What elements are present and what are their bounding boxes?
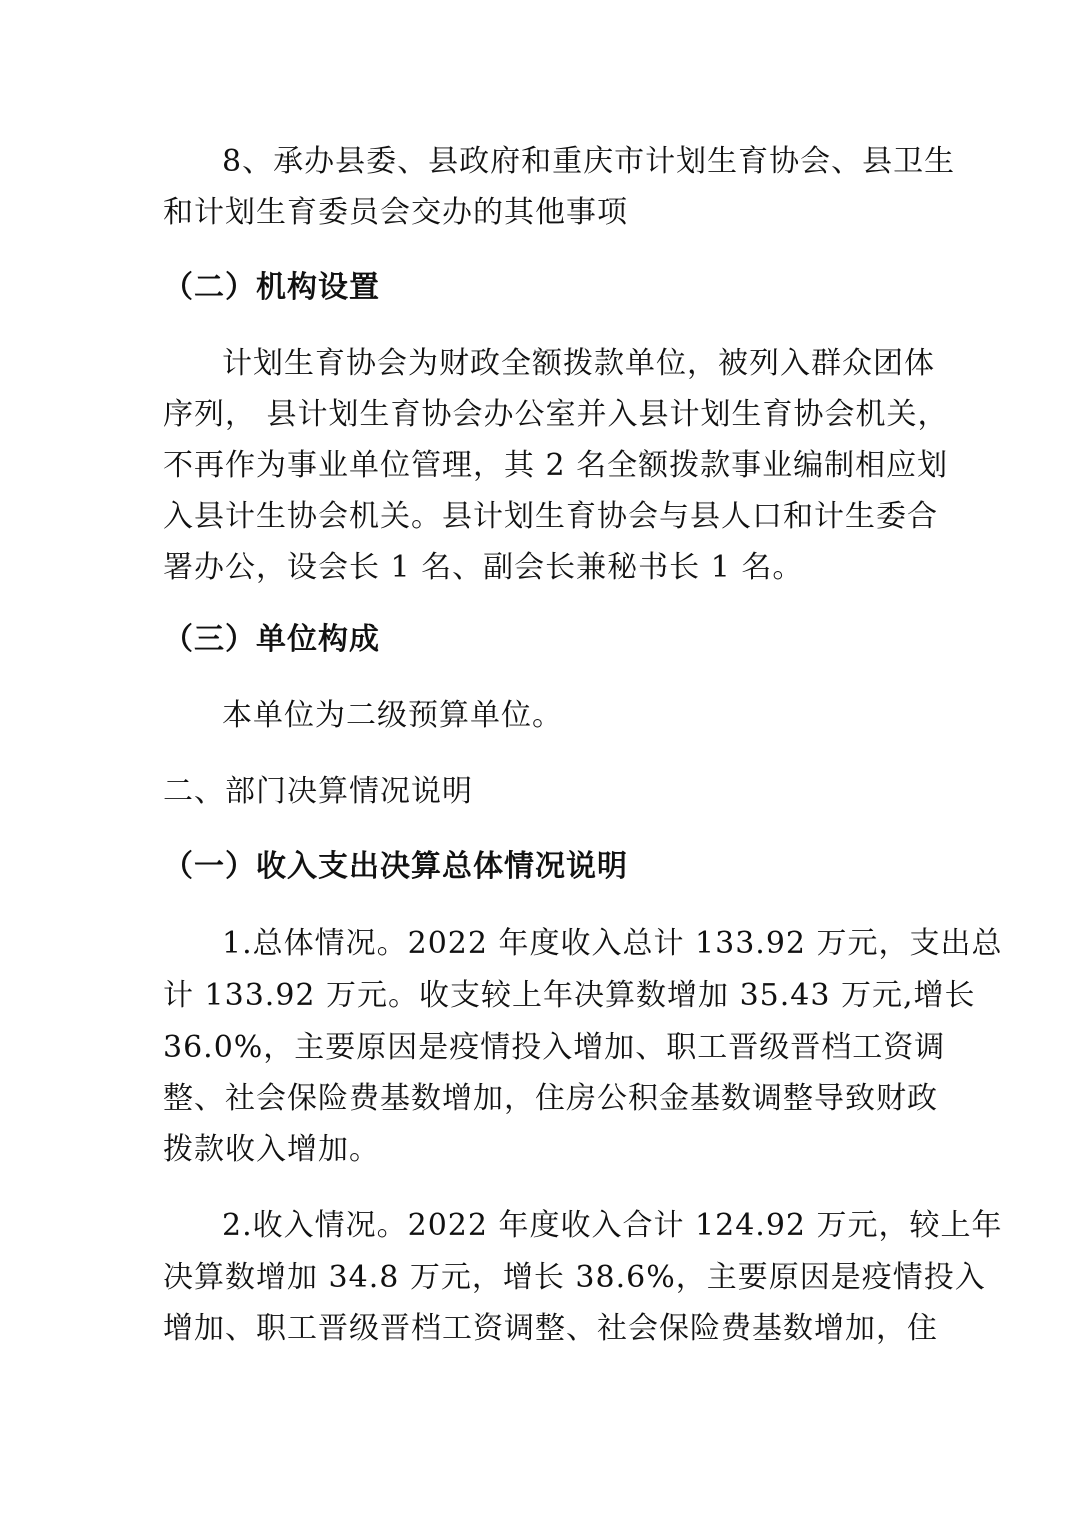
section-heading-institution: （二）机构设置	[163, 270, 380, 305]
paragraph-income-line-2: 决算数增加 34.8 万元，增长 38.6%，主要原因是疫情投入	[163, 1260, 986, 1295]
paragraph-overall-line-5: 拨款收入增加。	[163, 1132, 380, 1167]
paragraph-institution-line-3: 不再作为事业单位管理，其 2 名全额拨款事业编制相应划	[163, 448, 949, 483]
paragraph-overall-line-4: 整、社会保险费基数增加，住房公积金基数调整导致财政	[163, 1081, 938, 1116]
paragraph-composition: 本单位为二级预算单位。	[222, 698, 563, 733]
paragraph-institution-line-5: 署办公，设会长 1 名、副会长兼秘书长 1 名。	[163, 550, 804, 585]
paragraph-income-line-1: 2.收入情况。2022 年度收入合计 124.92 万元，较上年	[222, 1208, 1003, 1243]
section-heading-composition: （三）单位构成	[163, 622, 380, 657]
paragraph-overall-line-3: 36.0%，主要原因是疫情投入增加、职工晋级晋档工资调	[163, 1030, 946, 1065]
paragraph-overall-line-1: 1.总体情况。2022 年度收入总计 133.92 万元，支出总	[222, 926, 1003, 961]
paragraph-income-line-3: 增加、职工晋级晋档工资调整、社会保险费基数增加，住	[163, 1311, 938, 1346]
paragraph-institution-line-4: 入县计生协会机关。县计划生育协会与县人口和计生委合	[163, 499, 938, 534]
paragraph-item-8-line-1: 8、承办县委、县政府和重庆市计划生育协会、县卫生	[222, 144, 956, 179]
paragraph-institution-line-1: 计划生育协会为财政全额拨款单位，被列入群众团体	[222, 346, 935, 381]
chapter-heading-final-accounts: 二、部门决算情况说明	[163, 774, 473, 809]
section-heading-overall: （一）收入支出决算总体情况说明	[163, 849, 628, 884]
paragraph-item-8-line-2: 和计划生育委员会交办的其他事项	[163, 195, 628, 230]
paragraph-overall-line-2: 计 133.92 万元。收支较上年决算数增加 35.43 万元,增长	[163, 978, 976, 1013]
paragraph-institution-line-2: 序列， 县计划生育协会办公室并入县计划生育协会机关，	[163, 397, 949, 432]
